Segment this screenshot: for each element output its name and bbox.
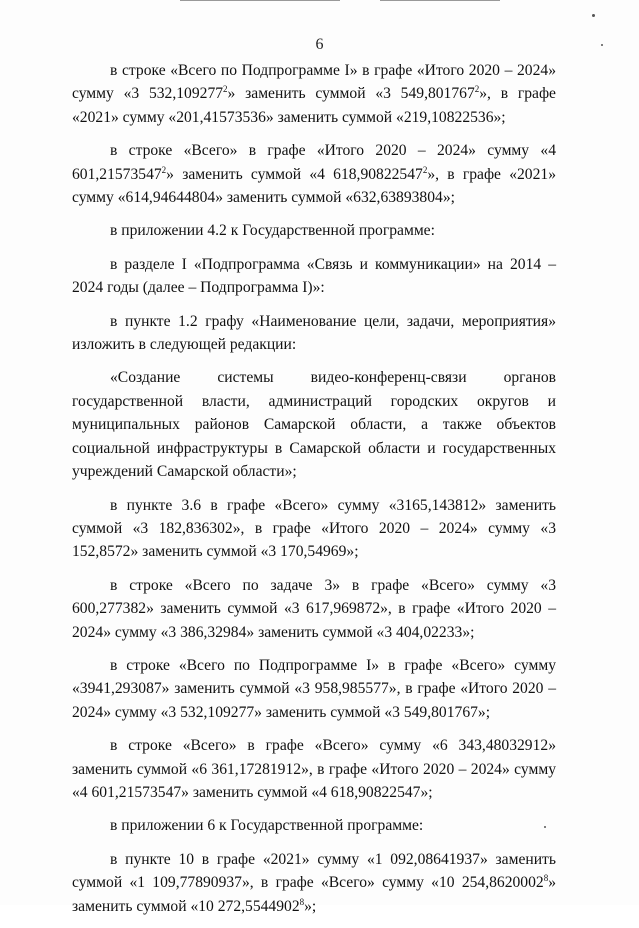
paragraph: в пункте 1.2 графу «Наименование цели, задачи, мероприятия» изложить в следующей редакции: — [72, 312, 556, 354]
paragraph: в приложении 4.2 к Государственной программе: — [110, 222, 435, 240]
scan-speck — [544, 826, 546, 828]
document-body — [72, 59, 556, 928]
scan-edge-line — [380, 0, 500, 1]
paragraph: в строке «Всего» в графе «Итого 2020 – 2024» сумму «4 601,21573547$^2$» заменить суммой «4 618,90822547$^2$», в графе «2021» сумму «614,94644804» заменить суммой «632,63893804»; — [72, 142, 556, 207]
scan-speck — [601, 44, 603, 46]
scan-edge-line — [180, 0, 340, 1]
scan-speck — [592, 14, 595, 17]
paragraph: в строке «Всего по задаче 3» в графе «Всего» сумму «3 600,277382» заменить суммой «3 617,969872», в графе «Итого 2020 – 2024» сумму «3 386,32984» заменить суммой «3 404,02233»; — [72, 576, 556, 641]
page-number: 6 — [315, 36, 324, 53]
paragraph: в разделе I «Подпрограмма «Связь и коммуникации» на 2014 – 2024 годы (далее – Подпрограмма I)»: — [72, 255, 556, 297]
paragraph: в строке «Всего по Подпрограмме I» в графе «Всего» сумму «3941,293087» заменить суммой «3 958,985577», в графе «Итого 2020 – 2024» сумму «3 532,109277» заменить суммой «3 549,801767»; — [72, 656, 556, 721]
paragraph: в пункте 10 в графе «2021» сумму «1 092,08641937» заменить суммой «1 109,77890937», в графе «Всего» сумму «10 254,8620002$^8$» заменить суммой «10 272,5544902$^8$»; — [72, 850, 556, 915]
paragraph: в строке «Всего по Подпрограмме I» в графе «Итого 2020 – 2024» сумму «3 532,109277$^2$» заменить суммой «3 549,801767$^2$», в графе «2021» сумму «201,41573536» заменить суммой «219,10822536»; — [72, 62, 556, 126]
paragraph: в строке «Всего» в графе «Всего» сумму «6 343,48032912» заменить суммой «6 361,17281912», в графе «Итого 2020 – 2024» сумму «4 601,21573547» заменить суммой «4 618,90822547»; — [72, 737, 556, 801]
paragraph: в приложении 6 к Государственной программе: — [110, 817, 424, 835]
paragraph: в пункте 3.6 в графе «Всего» сумму «3165,143812» заменить суммой «3 182,836302», в графе «Итого 2020 – 2024» сумму «3 152,8572» заменить суммой «3 170,54969»; — [72, 496, 556, 561]
quoted-paragraph: «Создание системы видео-конференц-связи органов государственной власти, администраций городских округов и муниципальных районов Самарской области, а также объектов социальной инфраструктуры в Самарской области и государственных учреждений Самарской области»; — [72, 369, 556, 481]
